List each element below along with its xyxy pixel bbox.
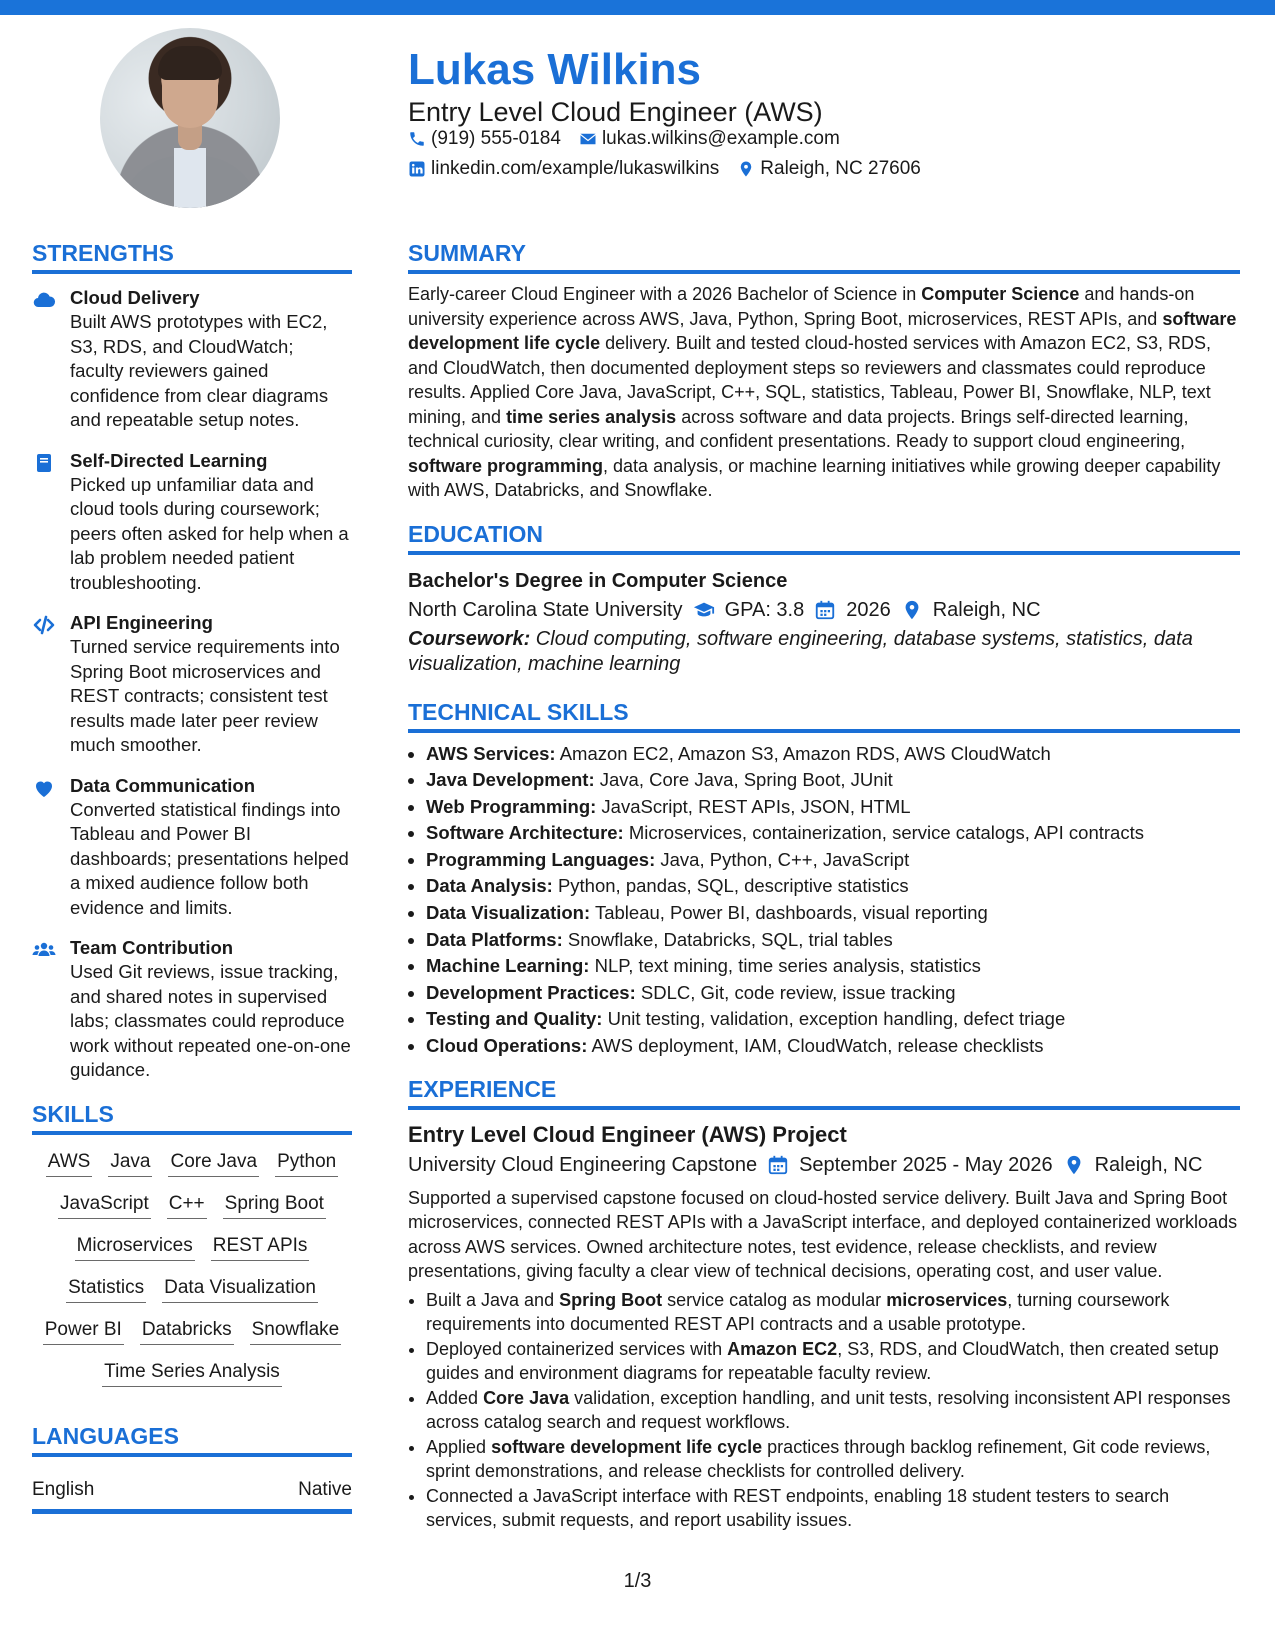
users-icon xyxy=(32,938,56,962)
school-location: Raleigh, NC xyxy=(932,598,1041,621)
job-details xyxy=(408,1150,1240,1180)
profile-photo xyxy=(100,28,280,208)
skill-chip: C++ xyxy=(167,1191,207,1219)
page-number: 1/3 xyxy=(623,1570,652,1592)
organization: University Cloud Engineering Capstone xyxy=(408,1153,758,1176)
skills-row xyxy=(32,1191,352,1219)
skill-chip: Python xyxy=(275,1149,338,1177)
list-item: • Applied software development life cycle practices through backlog refinement, Git code reviews, sprint demonstrations, and release checklists for controlled delivery. xyxy=(426,1435,1240,1484)
summary-text: Early-career Cloud Engineer with a 2026 Bachelor of Science in Computer Science and hands-on university experience across AWS, Java, Python, Spring Boot, microservices, REST APIs, and software development life cycle delivery. Built and tested cloud-hosted services with Amazon EC2, S3, RDS, and CloudWatch, then documented deployment steps so reviewers and classmates could reproduce results. Applied Core Java, JavaScript, C++, SQL, statistics, Tableau, Power BI, Snowflake, NLP, text mining, and time series analysis across software and data projects. Brings self-directed learning, technical curiosity, clear writing, and confident presentations. Ready to support cloud engineering, software programming, data analysis, or machine learning initiatives while growing deeper capability with AWS, Databricks, and Snowflake. xyxy=(408,284,1237,500)
job-title: Entry Level Cloud Engineer (AWS) Project xyxy=(408,1121,847,1147)
experience-heading: EXPERIENCE xyxy=(408,1074,1240,1110)
strength-item xyxy=(32,449,352,596)
education-heading: EDUCATION xyxy=(408,519,1240,555)
gpa: GPA: 3.8 xyxy=(724,598,805,621)
phone-item xyxy=(408,126,561,152)
email-item xyxy=(579,126,840,152)
skill-chip: Data Visualization xyxy=(162,1275,318,1303)
strength-desc: Built AWS prototypes with EC2, S3, RDS, and CloudWatch; faculty reviewers gained confidence from clear diagrams and repeatable setup notes. xyxy=(70,311,329,430)
skill-chip: JavaScript xyxy=(58,1191,151,1219)
list-item: • Built a Java and Spring Boot service catalog as modular microservices, turning coursework requirements into documented REST API contracts and a usable prototype. xyxy=(426,1288,1240,1337)
strength-item xyxy=(32,286,352,433)
strength-desc: Turned service requirements into Spring Boot microservices and REST contracts; consistent test results made later peer review much smoother. xyxy=(70,636,340,755)
left-column xyxy=(32,238,352,1514)
skills-cloud xyxy=(32,1149,352,1387)
summary-heading: SUMMARY xyxy=(408,238,1240,274)
strength-desc: Converted statistical findings into Tableau and Power BI dashboards; presentations helped a mixed audience follow both evidence and limits. xyxy=(70,798,349,918)
skill-chip: Databricks xyxy=(140,1317,234,1345)
envelope-icon xyxy=(579,130,597,148)
job-location: Raleigh, NC xyxy=(1094,1153,1203,1176)
skill-chip: Snowflake xyxy=(250,1317,342,1345)
strength-title: Cloud Delivery xyxy=(70,287,200,308)
education-details xyxy=(408,595,1240,625)
strength-desc: Used Git reviews, issue tracking, and shared notes in supervised labs; classmates could reproduce work without repeated one-on-one guidance. xyxy=(70,961,351,1080)
list-item: • Programming Languages: Java, Python, C++, JavaScript xyxy=(426,847,1240,874)
heart-icon xyxy=(32,776,56,800)
languages-heading: LANGUAGES xyxy=(32,1421,352,1457)
linkedin-icon xyxy=(408,160,426,178)
candidate-name: Lukas Wilkins xyxy=(408,45,702,94)
strength-title: Self-Directed Learning xyxy=(70,449,268,471)
calendar-icon xyxy=(767,1154,789,1176)
email-link[interactable]: lukas.wilkins@example.com xyxy=(601,128,840,149)
list-item: • Connected a JavaScript interface with REST endpoints, enabling 18 student testers to search services, submit requests, and report usability issues. xyxy=(426,1484,1240,1533)
list-item: • Data Analysis: Python, pandas, SQL, descriptive statistics xyxy=(426,873,1240,900)
strength-title: Data Communication xyxy=(70,774,256,796)
strength-item xyxy=(32,774,352,921)
list-item: • Data Visualization: Tableau, Power BI, dashboards, visual reporting xyxy=(426,900,1240,927)
right-column xyxy=(408,238,1240,1533)
map-pin-icon xyxy=(901,599,923,621)
location-item xyxy=(737,156,921,182)
skill-chip: Core Java xyxy=(168,1149,259,1177)
list-item: • Data Platforms: Snowflake, Databricks, SQL, trial tables xyxy=(426,927,1240,954)
skills-row xyxy=(32,1233,352,1261)
skill-chip: AWS xyxy=(46,1149,93,1177)
language-level: Native xyxy=(298,1478,352,1500)
strengths-heading: STRENGTHS xyxy=(32,238,352,274)
strength-title: API Engineering xyxy=(70,612,213,633)
job-dates: September 2025 - May 2026 xyxy=(799,1153,1053,1176)
skills-heading: SKILLS xyxy=(32,1099,352,1135)
book-icon xyxy=(32,451,56,475)
list-item: • AWS Services: Amazon EC2, Amazon S3, Amazon RDS, AWS CloudWatch xyxy=(426,741,1240,768)
job-bullets xyxy=(408,1288,1240,1533)
map-pin-icon xyxy=(737,160,755,178)
skills-row xyxy=(32,1149,352,1177)
strength-title: Team Contribution xyxy=(70,937,234,958)
list-item: • Development Practices: SDLC, Git, code review, issue tracking xyxy=(426,980,1240,1007)
list-item: • Cloud Operations: AWS deployment, IAM, CloudWatch, release checklists xyxy=(426,1033,1240,1060)
technical-skills-list xyxy=(408,741,1240,1060)
cloud-icon xyxy=(32,288,56,312)
language-row xyxy=(32,1469,352,1514)
skill-chip: Microservices xyxy=(75,1233,195,1261)
list-item: • Added Core Java validation, exception handling, and unit tests, resolving inconsistent API responses across catalog search and request workflows. xyxy=(426,1386,1240,1435)
phone-number[interactable]: (919) 555-0184 xyxy=(431,128,561,149)
school-name: North Carolina State University xyxy=(408,598,683,621)
coursework: Coursework: Cloud computing, software engineering, database systems, statistics, data visualization, machine learning xyxy=(408,627,1193,675)
contact-row-2 xyxy=(408,156,921,182)
top-accent-bar xyxy=(0,0,1275,15)
skills-row xyxy=(32,1359,352,1387)
list-item: • Deployed containerized services with Amazon EC2, S3, RDS, and CloudWatch, then created setup guides and environment diagrams for repeatable faculty review. xyxy=(426,1337,1240,1386)
skill-chip: REST APIs xyxy=(211,1233,310,1261)
list-item: • Testing and Quality: Unit testing, validation, exception handling, defect triage xyxy=(426,1006,1240,1033)
strength-item xyxy=(32,611,352,758)
technical-skills-heading: TECHNICAL SKILLS xyxy=(408,697,1240,733)
candidate-role: Entry Level Cloud Engineer (AWS) xyxy=(408,97,823,127)
skill-chip: Java xyxy=(108,1149,152,1177)
list-item: • Web Programming: JavaScript, REST APIs, JSON, HTML xyxy=(426,794,1240,821)
language-name: English xyxy=(32,1478,95,1500)
list-item: • Software Architecture: Microservices, containerization, service catalogs, API contracts xyxy=(426,820,1240,847)
job-summary: Supported a supervised capstone focused on cloud-hosted service delivery. Built Java and Spring Boot microservices, connected REST APIs with a JavaScript interface, and deployed containerized workloads across AWS services. Owned architecture notes, test evidence, release checklists, and review presentations, giving faculty a clear view of technical decisions, operating cost, and user value. xyxy=(408,1187,1238,1282)
code-icon xyxy=(32,613,56,637)
skills-row xyxy=(32,1275,352,1303)
map-pin-icon xyxy=(1063,1154,1085,1176)
skill-chip: Spring Boot xyxy=(223,1191,326,1219)
strength-item xyxy=(32,936,352,1083)
degree-title: Bachelor's Degree in Computer Science xyxy=(408,569,788,592)
phone-icon xyxy=(408,130,426,148)
graduation-year: 2026 xyxy=(846,598,891,621)
strengths-list xyxy=(32,286,352,1083)
skill-chip: Time Series Analysis xyxy=(102,1359,282,1387)
list-item: • Machine Learning: NLP, text mining, time series analysis, statistics xyxy=(426,953,1240,980)
linkedin-item xyxy=(408,156,719,182)
location-text: Raleigh, NC 27606 xyxy=(760,158,921,179)
contact-row-1 xyxy=(408,126,840,152)
calendar-icon xyxy=(814,599,836,621)
graduation-cap-icon xyxy=(693,599,715,621)
skills-row xyxy=(32,1317,352,1345)
strength-desc: Picked up unfamiliar data and cloud tools during coursework; peers often asked for help when a lab problem needed patient troubleshooting. xyxy=(70,473,349,593)
skill-chip: Statistics xyxy=(66,1275,146,1303)
linkedin-link[interactable]: linkedin.com/example/lukaswilkins xyxy=(431,158,720,179)
skill-chip: Power BI xyxy=(43,1317,124,1345)
list-item: • Java Development: Java, Core Java, Spring Boot, JUnit xyxy=(426,767,1240,794)
